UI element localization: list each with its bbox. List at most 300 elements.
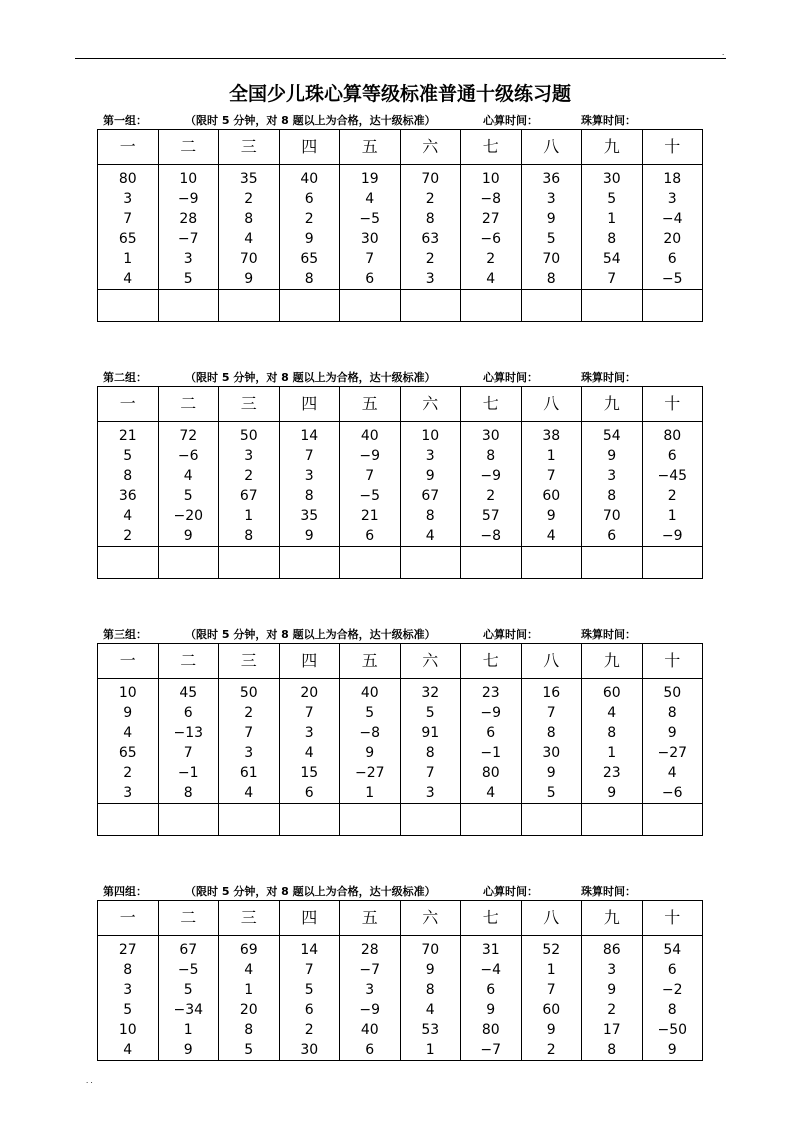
problem-cell [158,165,219,290]
operand: 1 [244,508,254,524]
answer-cell[interactable] [582,547,643,579]
operand: 9 [546,765,556,781]
corner-mark-bottom: . . [86,1077,93,1085]
answer-cell[interactable] [642,290,703,322]
problem-cell [521,165,582,290]
operand: 32 [421,685,440,701]
answer-cell[interactable] [158,547,219,579]
operand: 6 [486,982,496,998]
operand: 50 [239,685,258,701]
answer-cell[interactable] [400,290,461,322]
answer-row [98,290,703,322]
answer-cell[interactable] [158,804,219,836]
operand: 1 [183,1022,193,1038]
problem-cell [642,936,703,1061]
operand: 10 [421,428,440,444]
answer-cell[interactable] [521,804,582,836]
problem-cell [461,936,522,1061]
operand: 28 [179,211,198,227]
operand: 31 [481,942,500,958]
operand: 30 [542,745,561,761]
operand: 20 [300,685,319,701]
operand: 3 [607,962,617,978]
operand: 36 [118,488,137,504]
column-header: 二 [158,387,219,422]
operand: 9 [667,725,677,741]
operand: 3 [304,468,314,484]
column-header: 九 [582,130,643,165]
operand: 8 [546,725,556,741]
operand: 7 [365,468,375,484]
operand: 30 [300,1042,319,1058]
mental-time-label: 心算时间： [483,114,538,127]
operand: 7 [304,962,314,978]
operand: 72 [179,428,198,444]
operand: 9 [546,508,556,524]
problem-cell [340,165,401,290]
operand: −8 [480,191,502,207]
operand: 9 [123,705,133,721]
operand: 4 [123,271,133,287]
operand: 30 [481,428,500,444]
operand: 9 [607,448,617,464]
operand: 80 [481,765,500,781]
operand: 9 [667,1042,677,1058]
operand: 2 [607,1002,617,1018]
operand: 3 [123,785,133,801]
operand: −2 [661,982,683,998]
operand: 15 [300,765,319,781]
operand: 3 [244,448,254,464]
operand: 60 [542,1002,561,1018]
operand: 7 [304,705,314,721]
operand: −9 [177,191,199,207]
operand: 7 [123,211,133,227]
column-header-row [98,901,703,936]
operand: 67 [179,942,198,958]
operand: 20 [239,1002,258,1018]
problem-cell [521,936,582,1061]
operand: 61 [239,765,258,781]
problem-cell [158,422,219,547]
operand: 80 [118,171,137,187]
column-header: 六 [400,130,461,165]
operand: −5 [661,271,683,287]
operand: −9 [359,448,381,464]
operand: 8 [667,705,677,721]
answer-cell[interactable] [340,547,401,579]
problem-cell [642,679,703,804]
operand: 2 [486,488,496,504]
operand: −9 [661,528,683,544]
problem-cell [219,936,280,1061]
operand: 1 [123,251,133,267]
operand: 1 [607,745,617,761]
corner-mark-top: . [722,49,725,57]
abacus-time-label: 珠算时间： [581,371,636,384]
problem-cell [219,165,280,290]
operand: 27 [118,942,137,958]
operand: 3 [304,725,314,741]
operand: 8 [607,1042,617,1058]
column-header: 三 [219,130,280,165]
operand: 3 [425,271,435,287]
group-header [103,113,663,129]
problem-cell [642,165,703,290]
operand: −9 [480,468,502,484]
answer-cell[interactable] [582,290,643,322]
column-header: 四 [279,901,340,936]
problem-cell [279,422,340,547]
operand: 8 [244,528,254,544]
column-header: 一 [98,130,159,165]
problem-row [98,165,703,290]
answer-cell[interactable] [219,804,280,836]
problem-cell [461,679,522,804]
operand: 8 [244,211,254,227]
operand: 3 [425,785,435,801]
operand: 65 [300,251,319,267]
operand: 3 [667,191,677,207]
answer-cell[interactable] [340,804,401,836]
operand: −8 [359,725,381,741]
column-header: 二 [158,644,219,679]
group-label: 第一组： [103,114,147,127]
operand: 9 [486,1002,496,1018]
operand: 5 [183,271,193,287]
operand: 5 [607,191,617,207]
column-header: 九 [582,387,643,422]
operand: 86 [602,942,621,958]
problem-cell [340,936,401,1061]
operand: 7 [425,765,435,781]
operand: 70 [421,171,440,187]
answer-cell[interactable] [98,804,159,836]
column-header: 五 [340,901,401,936]
operand: 54 [602,251,621,267]
operand: 4 [365,191,375,207]
problem-cell [279,936,340,1061]
operand: 4 [244,231,254,247]
answer-cell[interactable] [279,290,340,322]
operand: 8 [546,271,556,287]
column-header: 一 [98,387,159,422]
answer-cell[interactable] [461,804,522,836]
column-header: 九 [582,901,643,936]
group-rule: （限时 5 分钟，对 8 题以上为合格，达十级标准） [185,628,436,641]
problem-row [98,679,703,804]
operand: 7 [546,982,556,998]
operand: 8 [486,448,496,464]
operand: 70 [239,251,258,267]
operand: 9 [183,1042,193,1058]
operand: 5 [244,1042,254,1058]
answer-cell[interactable] [642,804,703,836]
operand: 18 [663,171,682,187]
operand: 9 [304,231,314,247]
operand: 3 [425,448,435,464]
operand: 10 [118,1022,137,1038]
abacus-time-label: 珠算时间： [581,114,636,127]
problem-row [98,422,703,547]
operand: 1 [425,1042,435,1058]
column-header: 三 [219,901,280,936]
operand: 4 [667,765,677,781]
operand: 57 [481,508,500,524]
operand: −7 [359,962,381,978]
operand: 1 [365,785,375,801]
operand: 9 [365,745,375,761]
answer-cell[interactable] [461,290,522,322]
problem-cell [158,679,219,804]
operand: −7 [177,231,199,247]
operand: 8 [304,271,314,287]
exercise-table [97,900,703,1061]
column-header: 六 [400,901,461,936]
operand: −9 [359,1002,381,1018]
operand: 5 [123,1002,133,1018]
operand: 9 [607,982,617,998]
column-header: 八 [521,387,582,422]
operand: −5 [177,962,199,978]
abacus-time-label: 珠算时间： [581,628,636,641]
group-rule: （限时 5 分钟，对 8 题以上为合格，达十级标准） [185,114,436,127]
operand: 40 [360,1022,379,1038]
column-header: 十 [642,387,703,422]
operand: −6 [661,785,683,801]
operand: 38 [542,428,561,444]
operand: 20 [663,231,682,247]
operand: 52 [542,942,561,958]
problem-cell [400,165,461,290]
operand: 6 [486,725,496,741]
operand: 8 [607,725,617,741]
problem-cell [340,679,401,804]
answer-cell[interactable] [98,547,159,579]
column-header: 六 [400,387,461,422]
operand: 23 [602,765,621,781]
operand: 2 [304,1022,314,1038]
problem-cell [98,422,159,547]
group-label: 第三组： [103,628,147,641]
answer-cell[interactable] [400,804,461,836]
operand: 30 [602,171,621,187]
column-header-row [98,644,703,679]
column-header: 七 [461,644,522,679]
problem-cell [219,422,280,547]
answer-cell[interactable] [582,804,643,836]
answer-cell[interactable] [642,547,703,579]
header-rule [75,58,726,59]
operand: 65 [118,745,137,761]
column-header: 二 [158,130,219,165]
operand: 54 [602,428,621,444]
operand: 4 [486,785,496,801]
column-header: 五 [340,644,401,679]
operand: 4 [425,528,435,544]
operand: −5 [359,211,381,227]
operand: 69 [239,942,258,958]
operand: 8 [607,231,617,247]
answer-cell[interactable] [158,290,219,322]
operand: 3 [183,251,193,267]
mental-time-label: 心算时间： [483,371,538,384]
operand: 2 [486,251,496,267]
page-title: 全国少儿珠心算等级标准普通十级练习题 [228,83,571,105]
operand: 21 [118,428,137,444]
operand: 7 [304,448,314,464]
column-header: 八 [521,644,582,679]
operand: 1 [607,211,617,227]
answer-cell[interactable] [340,290,401,322]
operand: 2 [425,191,435,207]
operand: 4 [486,271,496,287]
operand: −1 [480,745,502,761]
operand: 4 [183,468,193,484]
operand: 10 [179,171,198,187]
operand: 2 [304,211,314,227]
operand: 3 [546,191,556,207]
operand: −50 [657,1022,688,1038]
answer-cell[interactable] [98,290,159,322]
operand: 2 [123,765,133,781]
operand: 9 [607,785,617,801]
problem-cell [400,936,461,1061]
operand: 7 [546,705,556,721]
column-header-row [98,130,703,165]
answer-cell[interactable] [400,547,461,579]
operand: 4 [244,962,254,978]
operand: 28 [360,942,379,958]
operand: −1 [177,765,199,781]
column-header: 三 [219,387,280,422]
operand: −45 [657,468,688,484]
operand: 63 [421,231,440,247]
operand: 5 [123,448,133,464]
answer-cell[interactable] [279,547,340,579]
column-header: 一 [98,644,159,679]
column-header: 四 [279,387,340,422]
operand: 50 [663,685,682,701]
operand: 8 [244,1022,254,1038]
operand: 6 [365,271,375,287]
operand: 6 [667,962,677,978]
operand: 2 [667,488,677,504]
operand: 4 [607,705,617,721]
operand: 80 [663,428,682,444]
operand: 8 [425,745,435,761]
problem-cell [461,422,522,547]
operand: 6 [304,785,314,801]
operand: 4 [123,1042,133,1058]
operand: −6 [177,448,199,464]
column-header: 七 [461,901,522,936]
column-header: 六 [400,644,461,679]
abacus-time-label: 珠算时间： [581,885,636,898]
answer-cell[interactable] [219,290,280,322]
operand: 35 [300,508,319,524]
operand: 4 [123,508,133,524]
answer-cell[interactable] [279,804,340,836]
operand: −20 [173,508,204,524]
problem-cell [98,936,159,1061]
column-header: 十 [642,644,703,679]
operand: 3 [365,982,375,998]
operand: 8 [425,982,435,998]
operand: 36 [542,171,561,187]
answer-cell[interactable] [461,547,522,579]
group-header [103,884,663,900]
operand: −27 [657,745,688,761]
operand: 5 [183,488,193,504]
operand: 5 [183,982,193,998]
answer-cell[interactable] [521,547,582,579]
operand: 14 [300,428,319,444]
operand: 6 [365,528,375,544]
problem-cell [219,679,280,804]
operand: −13 [173,725,204,741]
column-header: 九 [582,644,643,679]
operand: 16 [542,685,561,701]
problem-cell [582,422,643,547]
column-header: 三 [219,644,280,679]
operand: 8 [183,785,193,801]
operand: 6 [607,528,617,544]
operand: 10 [118,685,137,701]
operand: 35 [239,171,258,187]
operand: 4 [123,725,133,741]
column-header: 十 [642,901,703,936]
operand: 80 [481,1022,500,1038]
column-header: 七 [461,387,522,422]
operand: 5 [304,982,314,998]
answer-cell[interactable] [521,290,582,322]
operand: 9 [304,528,314,544]
group-rule: （限时 5 分钟，对 8 题以上为合格，达十级标准） [185,885,436,898]
operand: 40 [360,685,379,701]
operand: 4 [425,1002,435,1018]
operand: −7 [480,1042,502,1058]
operand: 50 [239,428,258,444]
operand: 8 [304,488,314,504]
operand: 53 [421,1022,440,1038]
operand: 2 [546,1042,556,1058]
column-header: 八 [521,130,582,165]
operand: 5 [546,785,556,801]
column-header-row [98,387,703,422]
operand: 1 [244,982,254,998]
operand: 3 [607,468,617,484]
operand: 6 [667,251,677,267]
operand: 54 [663,942,682,958]
exercise-table [97,129,703,322]
problem-cell [158,936,219,1061]
operand: 70 [602,508,621,524]
operand: 10 [481,171,500,187]
operand: 8 [425,508,435,524]
operand: 60 [602,685,621,701]
operand: 23 [481,685,500,701]
group-rule: （限时 5 分钟，对 8 题以上为合格，达十级标准） [185,371,436,384]
mental-time-label: 心算时间： [483,885,538,898]
operand: 6 [304,1002,314,1018]
operand: 45 [179,685,198,701]
column-header: 十 [642,130,703,165]
operand: 2 [123,528,133,544]
answer-cell[interactable] [219,547,280,579]
operand: 4 [546,528,556,544]
operand: 3 [123,191,133,207]
